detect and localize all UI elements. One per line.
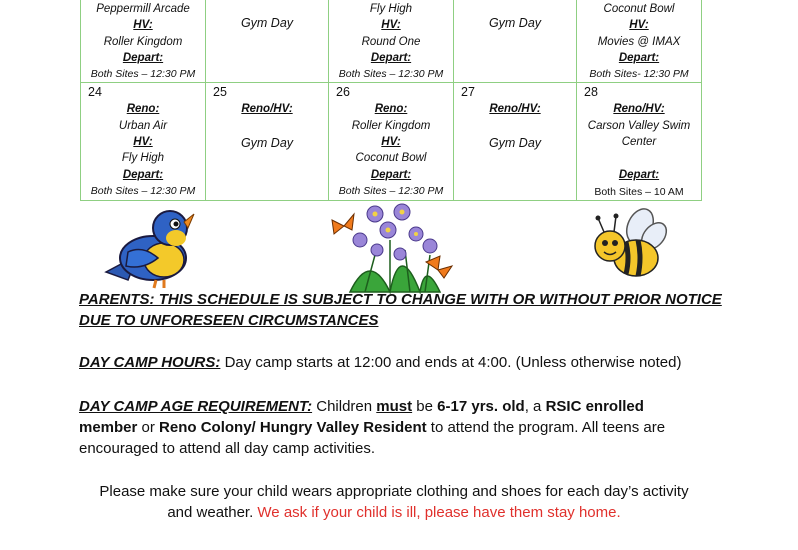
age-text: to attend the program. All teens are [426,419,666,436]
calendar-table [80,0,702,201]
must-emphasis: must [376,398,413,415]
reno-label: Reno: [126,103,160,116]
date-number: 24 [88,85,102,100]
calendar-cell [577,83,702,200]
calendar-cell [454,83,577,200]
gym-day-text: Gym Day [240,135,294,150]
depart-time: Both Sites – 12:30 PM [338,68,444,81]
depart-label: Depart: [370,51,412,64]
reno-activity: Peppermill Arcade [96,3,190,15]
depart-time: Both Sites – 12:30 PM [90,184,196,197]
calendar-row-week-4 [81,83,702,200]
age-text: Children [312,398,377,415]
date-number: 26 [336,85,350,100]
calendar-row-week-3 [81,0,702,83]
calendar-cell [329,0,454,83]
hv-label: HV: [133,19,153,32]
depart-time: Both Sites – 12:30 PM [338,184,444,197]
calendar-cell [206,0,329,83]
illness-notice: We ask if your child is ill, please have them stay home. [257,504,621,521]
hv-activity: Round One [361,35,421,48]
depart-label: Depart: [618,169,660,182]
depart-label: Depart: [370,168,412,181]
age-text: be [412,398,438,415]
hv-activity: Movies @ IMAX [597,35,681,48]
date-number: 27 [461,85,475,100]
date-number: 25 [213,85,227,100]
hv-label: HV: [381,19,401,32]
depart-time: Both Sites – 12:30 PM [90,68,196,81]
gym-day-text: Gym Day [240,16,294,30]
resident-text: Reno Colony/ Hungry Valley Resident [159,419,427,436]
calendar-cell [81,0,206,83]
age-requirement [79,396,719,417]
activity-line: Center [621,136,657,149]
depart-time: Both Sites – 10 AM [594,185,684,198]
reno-activity: Roller Kingdom [351,119,431,132]
clothing-notice-line2 [79,502,709,523]
day-camp-hours-text: Day camp starts at 12:00 and ends at 4:00. (Unless otherwise noted) [220,354,682,371]
calendar-cell [329,83,454,200]
age-requirement-line3: encouraged to attend all day camp activities. [79,440,376,457]
clothing-weather-text: and weather. [167,504,258,521]
parents-notice-line1: PARENTS: THIS SCHEDULE IS SUBJECT TO CHANGE WITH OR WITHOUT PRIOR NOTICE [79,291,722,308]
reno-activity: Fly High [369,3,413,15]
calendar-cell [577,0,702,83]
date-number: 28 [584,85,598,100]
gym-day-text: Gym Day [488,135,542,150]
calendar-cell [81,83,206,200]
bee-illustration [586,206,670,288]
depart-label: Depart: [618,51,660,64]
day-camp-hours-label: DAY CAMP HOURS: [79,354,221,371]
hv-activity: Coconut Bowl [355,152,427,165]
hv-activity: Roller Kingdom [103,35,183,48]
hv-label: HV: [133,136,153,149]
age-text: , a [524,398,546,415]
rsic-enrolled: RSIC enrolled [545,398,644,415]
flowers-butterflies-illustration [330,200,454,294]
hv-activity: Fly High [121,152,165,165]
parents-notice-line2: DUE TO UNFORESEEN CIRCUMSTANCES [79,312,379,329]
hv-label: HV: [629,19,649,32]
depart-label: Depart: [122,51,164,64]
reno-hv-label: Reno/HV: [241,103,293,116]
calendar-cell [454,0,577,83]
depart-time: Both Sites- 12:30 PM [589,68,689,81]
reno-hv-label: Reno/HV: [613,103,665,116]
age-text: or [137,419,160,436]
reno-activity: Urban Air [118,119,168,132]
reno-activity: Coconut Bowl [603,3,675,15]
reno-hv-label: Reno/HV: [489,103,541,116]
age-requirement-line2 [79,417,665,438]
age-range: 6-17 yrs. old [437,398,525,415]
member-text: member [79,419,138,436]
calendar-cell [206,83,329,200]
reno-label: Reno: [374,103,408,116]
age-requirement-label: DAY CAMP AGE REQUIREMENT: [79,398,313,415]
gym-day-text: Gym Day [488,16,542,30]
depart-label: Depart: [122,168,164,181]
day-camp-hours [79,352,682,373]
clothing-notice-line1: Please make sure your child wears appropriate clothing and shoes for each day’s activity [99,483,689,500]
hv-label: HV: [381,136,401,149]
bluebird-illustration [98,200,198,292]
activity-line: Carson Valley Swim [587,119,691,132]
